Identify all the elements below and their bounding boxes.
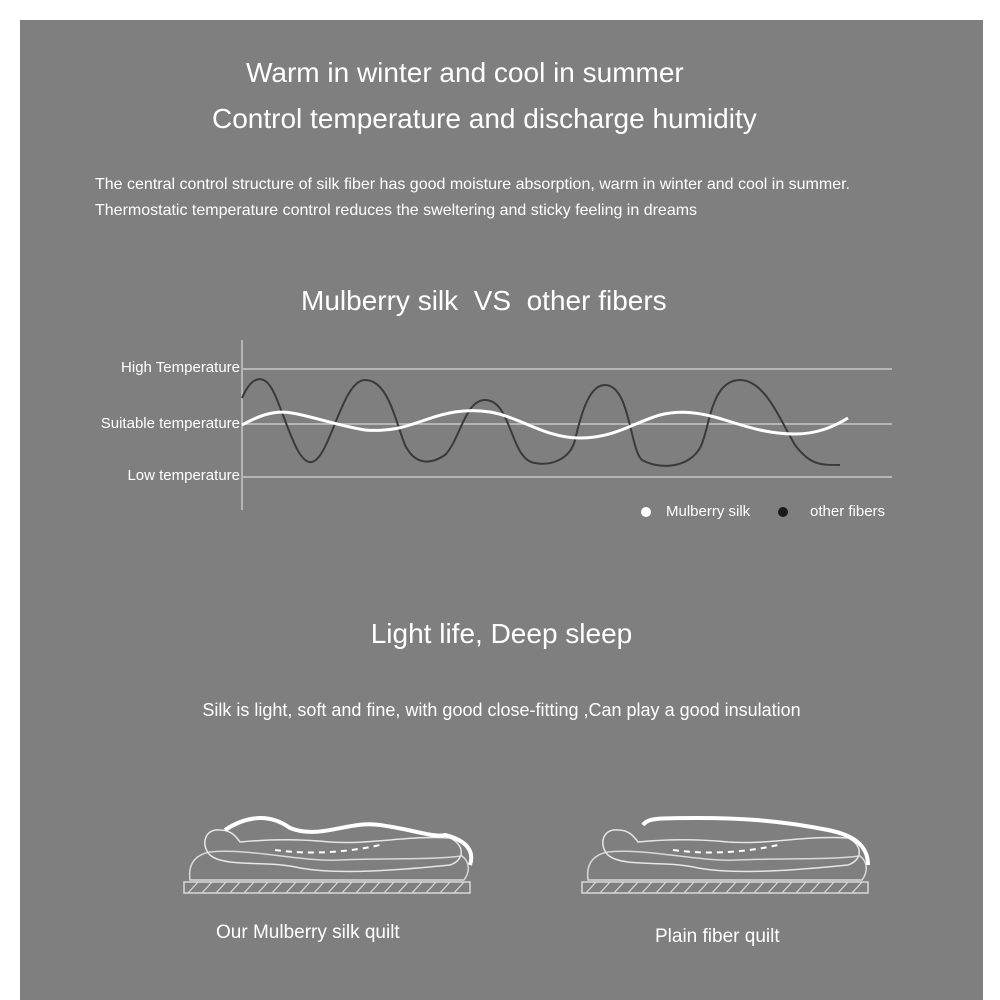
level-label-high: High Temperature: [121, 359, 240, 376]
mulberry-silk-legend-label: Mulberry silk: [666, 503, 751, 520]
description-line-2: Thermostatic temperature control reduces the sweltering and sticky feeling in dreams: [95, 202, 698, 219]
mulberry-quilt-caption: Our Mulberry silk quilt: [216, 922, 400, 943]
sleep-title: Light life, Deep sleep: [370, 618, 633, 649]
mulberry-quilt-illustration: [180, 790, 480, 900]
headline-line-1: Warm in winter and cool in summer: [246, 57, 684, 88]
content-panel: [20, 20, 983, 1000]
other-fibers-legend-dot: [778, 507, 788, 517]
sleep-description: Silk is light, soft and fine, with good close-fitting ,Can play a good insulation: [202, 700, 801, 720]
description-line-1: The central control structure of silk fiber has good moisture absorption, warm in winter and cool in summer.: [95, 176, 850, 193]
comparison-title: Mulberry silk VS other fibers: [301, 285, 667, 316]
other-fibers-legend-label: other fibers: [810, 503, 886, 520]
plain-quilt-caption: Plain fiber quilt: [655, 926, 780, 947]
headline-line-2: Control temperature and discharge humidity: [212, 103, 757, 134]
level-label-suitable: Suitable temperature: [100, 415, 240, 432]
mulberry-silk-legend-dot: [641, 507, 651, 517]
plain-quilt-illustration: [578, 790, 878, 900]
level-label-low: Low temperature: [127, 467, 240, 484]
temperature-comparison-graphic: [20, 20, 983, 540]
